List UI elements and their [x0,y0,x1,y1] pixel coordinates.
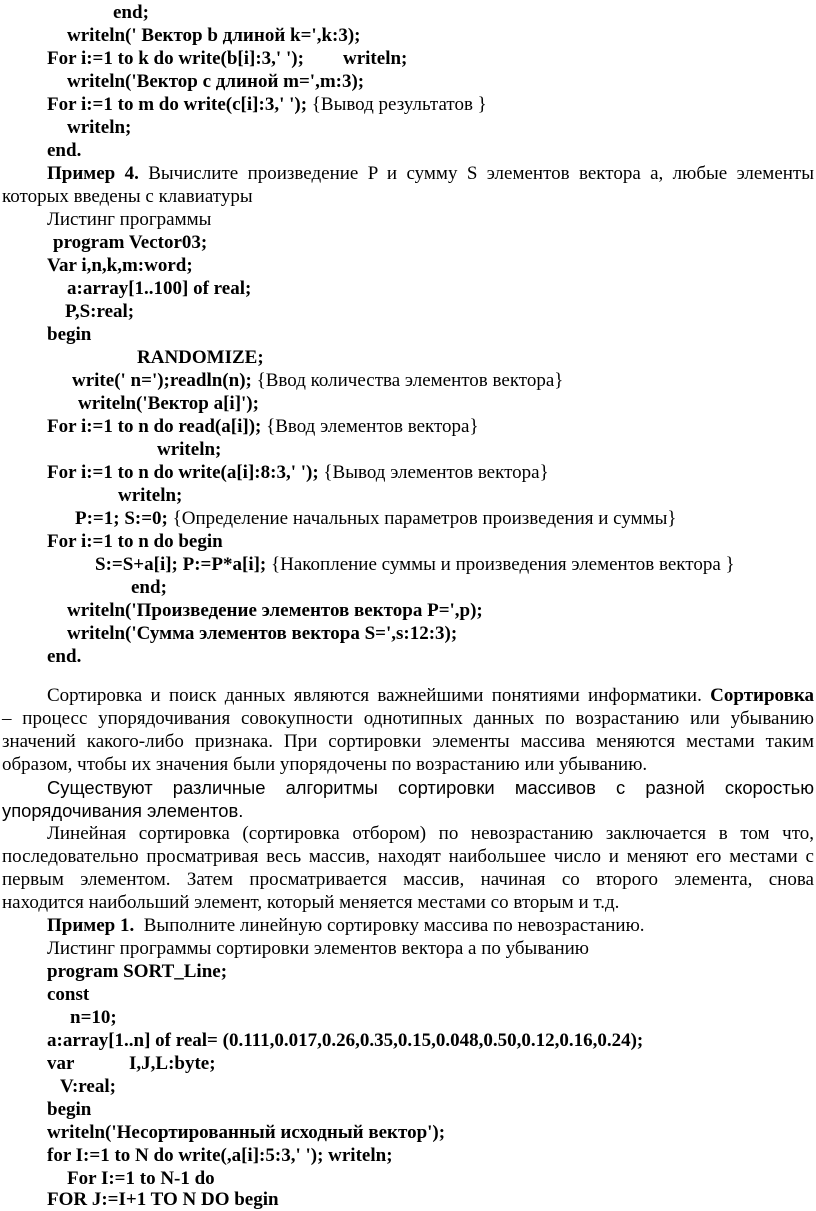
code-line: writeln('Сумма элементов вектора S=',s:12:3); [67,623,458,644]
code-line: P,S:real; [65,301,135,322]
code-line: For i:=1 to k do write(b[i]:3,' '); [47,48,304,69]
code-line: writeln('Вектор a[i]'); [78,393,259,414]
code-line: end; [113,2,149,23]
para-linear-sort-line: первым элементом. Затем просматривается массив, начиная со второго элемента, снова [2,869,814,890]
para-linear-sort-line: Линейная сортировка (сортировка отбором) по невозрастанию заключается в том что, [47,823,814,844]
code-line [72,369,563,392]
code-comment: {Вывод элементов вектора} [323,462,549,483]
example1-text [47,914,645,937]
code-text: P:=1; S:=0; [75,508,168,529]
code-text: For i:=1 to m do write(c[i]:3,' '); [47,94,308,115]
code-line: writeln('Произведение элементов вектора P=',p); [67,600,483,621]
para-sorting-line: образом, чтобы их значения были упорядочены по возрастанию или убыванию. [2,754,648,775]
code-line: For I:=1 to N-1 do [67,1168,215,1189]
example4-label: Пример 4. [47,163,139,184]
code-line: a:array[1..n] of real= (0.111,0.017,0.26,0.35,0.15,0.048,0.50,0.12,0.16,0.24); [47,1030,644,1051]
code-line: For i:=1 to n do begin [47,531,223,552]
code-line: Var i,n,k,m:word; [47,255,193,276]
code-line: const [47,984,90,1005]
listing-heading: Листинг программы сортировки элементов вектора a по убыванию [47,938,590,959]
code-line [47,415,479,438]
code-line: n=10; [70,1007,117,1028]
code-text: For i:=1 to n do write(a[i]:8:3,' '); [47,462,319,483]
code-text: write(' n=');readln(n); [72,370,252,391]
code-line: for I:=1 to N do write(,a[i]:5:3,' '); writeln; [47,1145,393,1166]
para-algorithms-line: Существуют различные алгоритмы сортировки массивов с разной скоростью [47,777,814,798]
code-line [47,461,549,484]
code-line [75,507,677,530]
example1-label: Пример 1. [47,915,135,936]
code-line [47,93,487,116]
code-comment: {Ввод количества элементов вектора} [256,370,564,391]
code-line: RANDOMIZE; [137,347,264,368]
code-line: writeln; [343,48,408,69]
code-comment: {Ввод элементов вектора} [266,416,479,437]
listing-heading: Листинг программы [47,209,212,230]
code-comment: {Определение начальных параметров произведения и суммы} [172,508,677,529]
code-line: I,J,L:byte; [129,1053,216,1074]
code-comment: {Вывод результатов } [311,94,487,115]
example4-text-1: Вычислите произведение P и сумму S элементов вектора a, любые элементы [148,163,814,184]
para-sorting-line [2,684,814,707]
para-sorting-line: – процесс упорядочивания совокупности однотипных данных по возрастанию или убыванию [2,708,814,729]
example4-text-2: которых введены с клавиатуры [2,186,253,207]
code-line: end. [47,646,82,667]
code-line: program Vector03; [53,232,208,253]
code-line: end. [47,140,82,161]
code-line: writeln(' Вектор b длиной k=',k:3); [67,25,361,46]
code-line: begin [47,324,92,345]
code-text: For i:=1 to n do read(a[i]); [47,416,262,437]
code-line: writeln('Вектор с длиной m=',m:3); [67,71,365,92]
code-line: V:real; [60,1076,116,1097]
para-sorting-line: значений какого-либо признака. При сортировки элементы массива меняются местами таким [2,731,814,752]
code-text: S:=S+a[i]; P:=P*a[i]; [95,554,267,575]
example4-text [2,162,814,185]
code-line: begin [47,1099,92,1120]
code-line: writeln; [157,439,222,460]
code-line: FOR J:=I+1 TO N DO begin [47,1189,279,1210]
code-line [95,553,735,576]
para-text: Сортировка и поиск данных являются важнейшими понятиями информатики. [47,685,702,706]
para-linear-sort-line: последовательно просматривая весь массив, находят наибольшее число и меняют его местами с [2,846,814,867]
code-comment: {Накопление суммы и произведения элементов вектора } [271,554,735,575]
example1-task: Выполните линейную сортировку массива по невозрастанию. [143,915,645,936]
code-line: writeln; [118,485,183,506]
code-line: end; [131,577,167,598]
code-line: a:array[1..100] of real; [67,278,252,299]
para-linear-sort-line: находится наибольший элемент, который меняется местами со вторым и т.д. [2,892,620,913]
code-line: var [47,1053,75,1074]
code-line: program SORT_Line; [47,961,228,982]
code-line: writeln('Несортированный исходный вектор'); [47,1122,446,1143]
term-sorting: Сортировка [710,685,814,706]
para-algorithms-line: упорядочивания элементов. [2,800,244,821]
code-line: writeln; [67,117,132,138]
